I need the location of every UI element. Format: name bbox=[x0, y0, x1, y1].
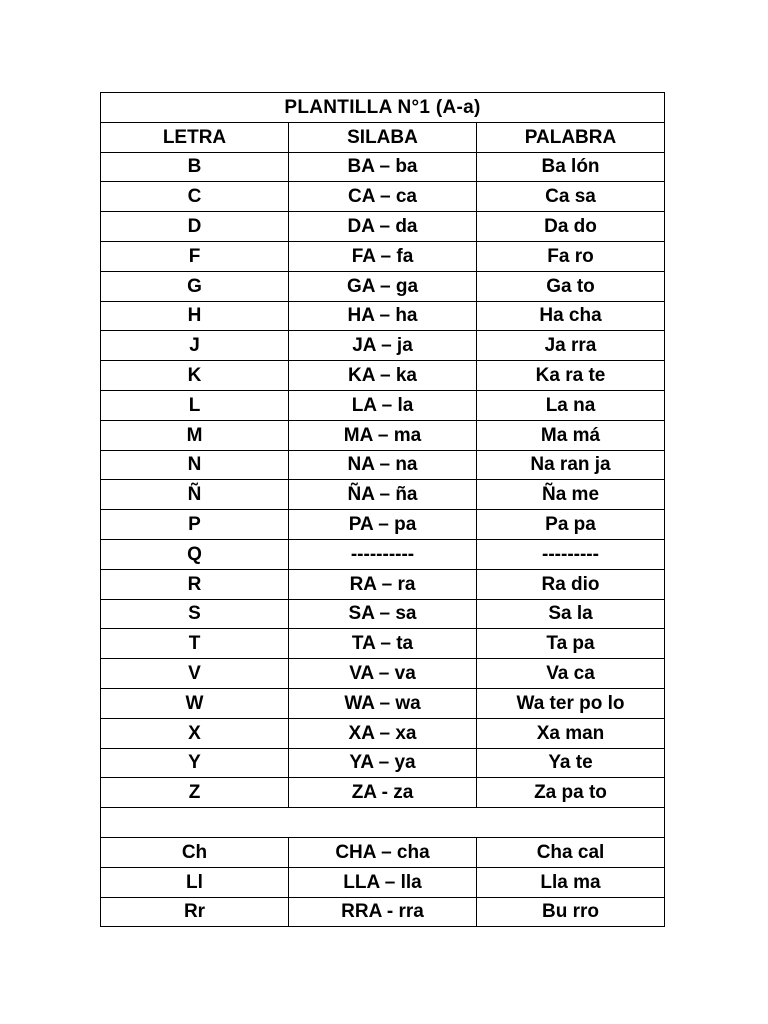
cell-letra: Ñ bbox=[101, 480, 289, 510]
cell-palabra: Da do bbox=[477, 212, 665, 242]
table-row bbox=[101, 778, 665, 808]
digraph-rows bbox=[101, 837, 665, 926]
cell-palabra: Ka ra te bbox=[477, 361, 665, 391]
cell-silaba: LLA – lla bbox=[289, 867, 477, 897]
table-row bbox=[101, 420, 665, 450]
header-row bbox=[101, 122, 665, 152]
table-row bbox=[101, 867, 665, 897]
cell-silaba: BA – ba bbox=[289, 152, 477, 182]
cell-palabra: Ga to bbox=[477, 271, 665, 301]
cell-letra: G bbox=[101, 271, 289, 301]
table-row bbox=[101, 539, 665, 569]
table-row bbox=[101, 629, 665, 659]
cell-palabra: Za pa to bbox=[477, 778, 665, 808]
cell-silaba: GA – ga bbox=[289, 271, 477, 301]
cell-palabra: Ña me bbox=[477, 480, 665, 510]
header-letra: LETRA bbox=[101, 122, 289, 152]
cell-palabra: Xa man bbox=[477, 718, 665, 748]
table-row bbox=[101, 241, 665, 271]
cell-letra: Z bbox=[101, 778, 289, 808]
cell-palabra: Ca sa bbox=[477, 182, 665, 212]
cell-letra: Rr bbox=[101, 897, 289, 927]
cell-silaba: LA – la bbox=[289, 390, 477, 420]
cell-letra: L bbox=[101, 390, 289, 420]
cell-palabra: --------- bbox=[477, 539, 665, 569]
table-row bbox=[101, 182, 665, 212]
cell-silaba: VA – va bbox=[289, 659, 477, 689]
cell-palabra: La na bbox=[477, 390, 665, 420]
cell-palabra: Sa la bbox=[477, 599, 665, 629]
table-row bbox=[101, 450, 665, 480]
cell-palabra: Cha cal bbox=[477, 837, 665, 867]
cell-letra: X bbox=[101, 718, 289, 748]
cell-silaba: NA – na bbox=[289, 450, 477, 480]
table-row bbox=[101, 301, 665, 331]
cell-silaba: JA – ja bbox=[289, 331, 477, 361]
header-silaba: SILABA bbox=[289, 122, 477, 152]
cell-palabra: Ba lón bbox=[477, 152, 665, 182]
cell-palabra: Ja rra bbox=[477, 331, 665, 361]
table-row bbox=[101, 718, 665, 748]
table-title: PLANTILLA N°1 (A-a) bbox=[101, 93, 665, 123]
spacer-cell bbox=[101, 808, 665, 838]
table-row bbox=[101, 688, 665, 718]
cell-letra: S bbox=[101, 599, 289, 629]
cell-letra: Y bbox=[101, 748, 289, 778]
cell-silaba: ZA - za bbox=[289, 778, 477, 808]
cell-silaba: ÑA – ña bbox=[289, 480, 477, 510]
cell-palabra: Pa pa bbox=[477, 510, 665, 540]
title-row bbox=[101, 93, 665, 123]
cell-silaba: MA – ma bbox=[289, 420, 477, 450]
cell-palabra: Ta pa bbox=[477, 629, 665, 659]
cell-palabra: Ma má bbox=[477, 420, 665, 450]
cell-letra: J bbox=[101, 331, 289, 361]
cell-letra: B bbox=[101, 152, 289, 182]
cell-letra: R bbox=[101, 569, 289, 599]
table-row bbox=[101, 271, 665, 301]
cell-silaba: RA – ra bbox=[289, 569, 477, 599]
cell-silaba: SA – sa bbox=[289, 599, 477, 629]
table-row bbox=[101, 569, 665, 599]
table-row bbox=[101, 510, 665, 540]
syllable-table bbox=[100, 92, 665, 927]
table-row bbox=[101, 659, 665, 689]
cell-palabra: Ra dio bbox=[477, 569, 665, 599]
cell-silaba: DA – da bbox=[289, 212, 477, 242]
cell-palabra: Va ca bbox=[477, 659, 665, 689]
cell-letra: Q bbox=[101, 539, 289, 569]
letter-rows bbox=[101, 152, 665, 808]
cell-silaba: ---------- bbox=[289, 539, 477, 569]
cell-letra: C bbox=[101, 182, 289, 212]
cell-silaba: TA – ta bbox=[289, 629, 477, 659]
table-row bbox=[101, 152, 665, 182]
cell-silaba: HA – ha bbox=[289, 301, 477, 331]
cell-palabra: Na ran ja bbox=[477, 450, 665, 480]
table-row bbox=[101, 599, 665, 629]
table-row bbox=[101, 480, 665, 510]
cell-palabra: Ya te bbox=[477, 748, 665, 778]
cell-silaba: FA – fa bbox=[289, 241, 477, 271]
table-row bbox=[101, 897, 665, 927]
cell-palabra: Fa ro bbox=[477, 241, 665, 271]
header-palabra: PALABRA bbox=[477, 122, 665, 152]
table-row bbox=[101, 331, 665, 361]
cell-silaba: CHA – cha bbox=[289, 837, 477, 867]
cell-letra: Ch bbox=[101, 837, 289, 867]
cell-letra: P bbox=[101, 510, 289, 540]
cell-silaba: CA – ca bbox=[289, 182, 477, 212]
cell-letra: N bbox=[101, 450, 289, 480]
cell-silaba: YA – ya bbox=[289, 748, 477, 778]
cell-palabra: Lla ma bbox=[477, 867, 665, 897]
cell-letra: K bbox=[101, 361, 289, 391]
cell-letra: W bbox=[101, 688, 289, 718]
cell-silaba: KA – ka bbox=[289, 361, 477, 391]
table-row bbox=[101, 748, 665, 778]
cell-letra: V bbox=[101, 659, 289, 689]
cell-letra: D bbox=[101, 212, 289, 242]
cell-silaba: WA – wa bbox=[289, 688, 477, 718]
cell-palabra: Wa ter po lo bbox=[477, 688, 665, 718]
table-row bbox=[101, 390, 665, 420]
cell-letra: H bbox=[101, 301, 289, 331]
cell-palabra: Ha cha bbox=[477, 301, 665, 331]
cell-letra: M bbox=[101, 420, 289, 450]
cell-palabra: Bu rro bbox=[477, 897, 665, 927]
table-row bbox=[101, 361, 665, 391]
cell-silaba: PA – pa bbox=[289, 510, 477, 540]
cell-letra: Ll bbox=[101, 867, 289, 897]
cell-letra: T bbox=[101, 629, 289, 659]
table-row bbox=[101, 212, 665, 242]
spacer-section bbox=[101, 808, 665, 838]
spacer-row bbox=[101, 808, 665, 838]
table-row bbox=[101, 837, 665, 867]
document-sheet bbox=[100, 92, 664, 927]
cell-silaba: XA – xa bbox=[289, 718, 477, 748]
cell-letra: F bbox=[101, 241, 289, 271]
cell-silaba: RRA - rra bbox=[289, 897, 477, 927]
